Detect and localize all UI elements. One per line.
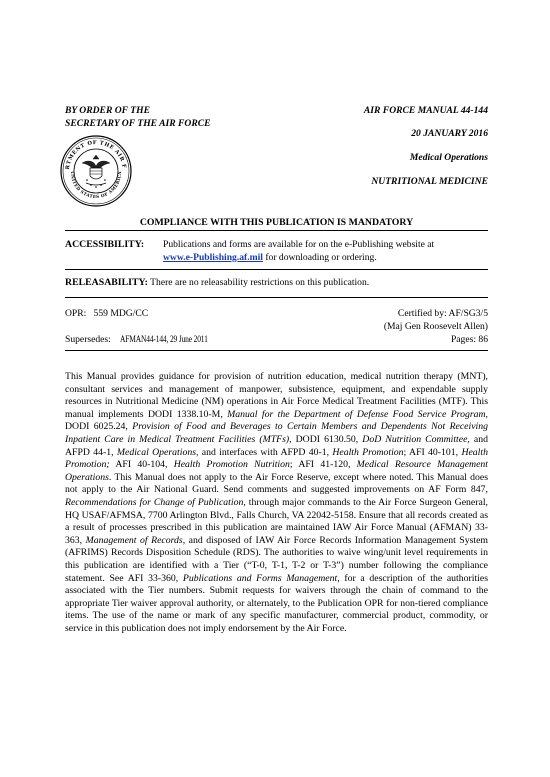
reference-title: Provision of Food and Beverages to Certain Members and Dependents Not Receiving Inpatient Care in Medical Treatment Facilities (MTFs), bbox=[65, 421, 489, 445]
seal-top-text: RTMENT OF THE AIR F bbox=[64, 139, 127, 170]
opr-value: 559 MDG/CC bbox=[93, 308, 149, 319]
releasability-row bbox=[65, 277, 495, 290]
supersedes-label: Supersedes: bbox=[65, 334, 111, 345]
body-text: AFI 40-104, bbox=[109, 459, 174, 471]
publication-subject: NUTRITIONAL MEDICINE bbox=[371, 176, 488, 187]
opr-row bbox=[65, 308, 148, 321]
divider bbox=[65, 230, 488, 231]
e-publishing-link[interactable]: www.e-Publishing.af.mil bbox=[163, 251, 263, 263]
compliance-statement: COMPLIANCE WITH THIS PUBLICATION IS MANDATORY bbox=[139, 217, 414, 228]
order-line-2: SECRETARY OF THE AIR FORCE bbox=[65, 118, 211, 129]
accessibility-text bbox=[163, 239, 493, 264]
body-text: . This Manual does not apply to the Air Force Reserve, except where noted. This Manual does not apply to the Air National Guard. Send comments and suggested improvements on AF Form 847, bbox=[65, 471, 488, 496]
page-count: Pages: 86 bbox=[450, 334, 488, 345]
seal-bottom-text: UNITED STATES OF AMERICA bbox=[69, 171, 123, 200]
reference-title: Manual for the Department of Defense Food Service Program, bbox=[227, 408, 488, 420]
accessibility-text-after: for downloading or ordering. bbox=[262, 251, 377, 263]
reference-title: Recommendations for Change of Publication bbox=[65, 496, 244, 508]
body-text: ; AFI 40-101, bbox=[403, 446, 462, 458]
releasability-label: RELEASABILITY: bbox=[65, 277, 148, 288]
body-text: This Manual provides guidance for provision of nutrition education, medical nutrition therapy (MNT), consultant services and management of manpower, subsistence, equipment, and expendable supply resources in Nutritional Medicine (NM) operations in Air Force Medical Treatment Facilities (MTF). This manual implements DODI 1338.10-M, bbox=[65, 371, 488, 420]
certifier-name: (Maj Gen Roosevelt Allen) bbox=[383, 321, 488, 332]
reference-title: DoD Nutrition Committee, bbox=[362, 433, 470, 445]
body-text: DODI 6025.24, bbox=[65, 421, 133, 433]
body-text: , for a description of the authorities associated with the Tier numbers. Submit requests for waivers through the chain of command to the appropriate Tier waiver approval authority, or alternately, to the Publication OPR for non-tiered compliance items. The use of the name or mark of any specific manufacturer, commercial product, commodity, or service in this publication does not imply endorsement by the Air Force. bbox=[65, 572, 488, 634]
reference-title: Publications and Forms Management bbox=[182, 572, 338, 584]
reference-title: Management of Records bbox=[85, 534, 183, 546]
divider bbox=[65, 269, 488, 270]
body-text: and AFPD 44-1, bbox=[65, 433, 488, 458]
body-text: ; AFI 41-120, bbox=[289, 459, 357, 471]
body-text: DODI 6130.50, bbox=[291, 433, 363, 445]
manual-number: AIR FORCE MANUAL 44-144 bbox=[363, 105, 488, 116]
body-text: and interfaces with AFPD 40-1, bbox=[198, 446, 333, 458]
accessibility-label: ACCESSIBILITY: bbox=[65, 239, 145, 250]
divider bbox=[65, 350, 488, 351]
accessibility-text-before: Publications and forms are available for on the e-Publishing website at bbox=[163, 239, 435, 250]
body-text: , through major commands to the Air Force Surgeon General, HQ USAF/AFMSA, 7700 Arlington Blvd., Falls Church, VA 22042-5158. Ensure that all records created as a result of processes prescribed in this publication are maintained IAW Air Force Manual (AFMAN) 33-363, bbox=[65, 496, 488, 546]
reference-title: Medical Operations, bbox=[116, 446, 199, 458]
purpose-paragraph bbox=[65, 371, 488, 635]
air-force-seal bbox=[60, 135, 132, 207]
order-line-1: BY ORDER OF THE bbox=[65, 105, 151, 116]
releasability-text: There are no releasability restrictions on this publication. bbox=[147, 277, 370, 288]
body-text: , and disposed of IAW Air Force Records Information Management System (AFRIMS) Records Disposition Schedule (RDS). The authorities to waive wing/unit level requirements in this publication are identified with a Tier (“T-0, T-1, T-2 or T-3”) number following the compliance statement. See AFI 33-360, bbox=[65, 534, 489, 584]
reference-title: Health Promotion bbox=[332, 446, 404, 458]
opr-label: OPR: bbox=[65, 308, 87, 319]
supersedes-row bbox=[65, 334, 233, 347]
publication-category: Medical Operations bbox=[409, 152, 488, 163]
publication-date: 20 JANUARY 2016 bbox=[411, 128, 488, 139]
certified-by: Certified by: AF/SG3/5 bbox=[397, 308, 488, 319]
reference-title: Health Promotion; bbox=[65, 446, 488, 471]
reference-title: Medical Resource Management Operations bbox=[65, 459, 488, 483]
order-heading bbox=[65, 104, 211, 130]
divider bbox=[65, 297, 488, 298]
supersedes-value: AFMAN44-144, 29 June 2011 bbox=[120, 334, 209, 345]
reference-title: Health Promotion Nutrition bbox=[173, 459, 290, 471]
